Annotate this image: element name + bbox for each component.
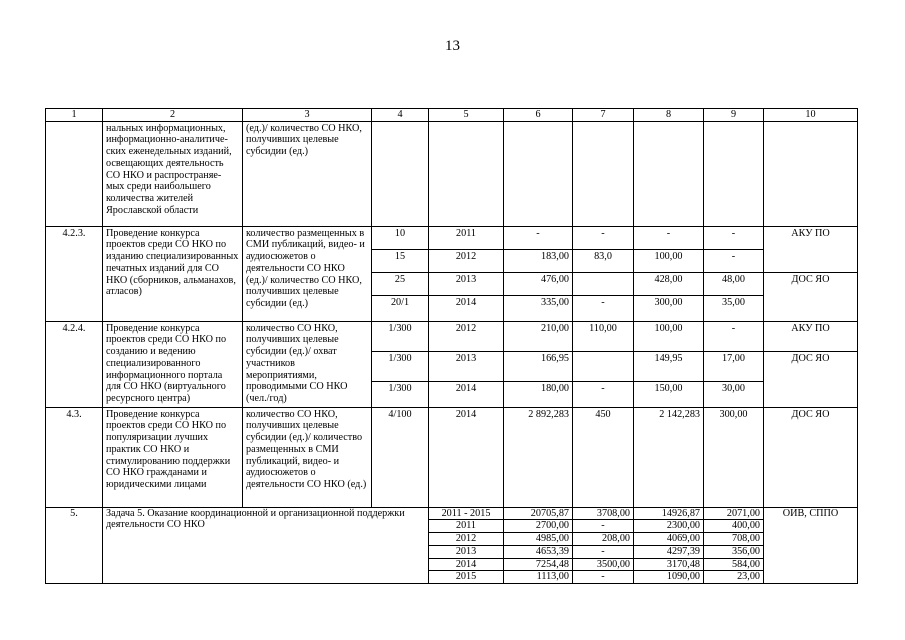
total-cell: - [504, 226, 573, 249]
federal-cell: - [573, 226, 634, 249]
header-cell: 5 [429, 109, 504, 122]
other-cell: 300,00 [704, 407, 764, 507]
federal-cell: - [573, 381, 634, 407]
federal-cell: 83,0 [573, 249, 634, 272]
total-cell: 4985,00 [504, 533, 573, 546]
year-cell: 2014 [429, 295, 504, 321]
indicator-cell: количество СО НКО, получивших целевые субсидии (ед.)/ охват участников мероприятиями, проводимыми СО НКО (чел./год) [243, 321, 372, 407]
target-value-cell: 15 [372, 249, 429, 272]
target-value-cell: 25 [372, 272, 429, 295]
year-cell: 2013 [429, 545, 504, 558]
header-cell: 4 [372, 109, 429, 122]
empty-cell [764, 121, 858, 226]
table-row [46, 407, 858, 507]
regional-cell: 14926,87 [634, 507, 704, 520]
other-cell: 48,00 [704, 272, 764, 295]
year-cell: 2011 [429, 226, 504, 249]
header-cell: 8 [634, 109, 704, 122]
regional-cell: 100,00 [634, 321, 704, 351]
year-cell: 2012 [429, 249, 504, 272]
regional-cell: 149,95 [634, 351, 704, 381]
program-table [45, 108, 858, 584]
empty-cell [372, 121, 429, 226]
year-cell: 2013 [429, 351, 504, 381]
other-cell: 30,00 [704, 381, 764, 407]
header-cell: 6 [504, 109, 573, 122]
year-cell: 2015 [429, 571, 504, 584]
regional-cell: 2 142,283 [634, 407, 704, 507]
total-cell: 183,00 [504, 249, 573, 272]
target-value-cell: 1/300 [372, 351, 429, 381]
federal-cell: 208,00 [573, 533, 634, 546]
empty-cell [429, 121, 504, 226]
regional-cell: 4297,39 [634, 545, 704, 558]
other-cell: - [704, 321, 764, 351]
other-cell: 2071,00 [704, 507, 764, 520]
regional-cell: - [634, 226, 704, 249]
year-cell: 2012 [429, 533, 504, 546]
total-cell: 1113,00 [504, 571, 573, 584]
task-name-cell: Задача 5. Оказание координационной и организационной поддержки деятельности СО НКО [103, 507, 429, 583]
header-cell: 10 [764, 109, 858, 122]
activity-name-cell: нальных информационных, информационно-аналитиче-ских еженедельных изданий, освещающих деятельность СО НКО и распространяе-мых среди наибольшего количества жителей Ярославской области [103, 121, 243, 226]
executor-cell: ДОС ЯО [764, 407, 858, 507]
target-value-cell: 10 [372, 226, 429, 249]
federal-cell: 450 [573, 407, 634, 507]
activity-name-cell: Проведение конкурса проектов среди СО НКО по созданию и ведению специализированного информационного портала для СО НКО (виртуального ресурсного центра) [103, 321, 243, 407]
executor-cell: ДОС ЯО [764, 272, 858, 321]
activity-name-cell: Проведение конкурса проектов среди СО НКО по изданию специализированных печатных изданий для СО НКО (сборников, альманахов, атласов) [103, 226, 243, 321]
year-cell: 2014 [429, 558, 504, 571]
indicator-cell: количество размещенных в СМИ публикаций, видео- и аудиосюжетов о деятельности СО НКО (ед.)/ количество СО НКО, получивших целевые субсидии (ед.) [243, 226, 372, 321]
total-cell: 4653,39 [504, 545, 573, 558]
regional-cell: 150,00 [634, 381, 704, 407]
row-number-cell: 5. [46, 507, 103, 583]
other-cell: 35,00 [704, 295, 764, 321]
total-cell: 7254,48 [504, 558, 573, 571]
year-cell: 2011 [429, 520, 504, 533]
total-cell: 335,00 [504, 295, 573, 321]
header-row [46, 109, 858, 122]
year-cell: 2011 - 2015 [429, 507, 504, 520]
executor-cell: АКУ ПО [764, 321, 858, 351]
empty-cell [634, 121, 704, 226]
federal-cell: 110,00 [573, 321, 634, 351]
target-value-cell: 4/100 [372, 407, 429, 507]
other-cell: 17,00 [704, 351, 764, 381]
regional-cell: 3170,48 [634, 558, 704, 571]
total-cell: 476,00 [504, 272, 573, 295]
header-cell: 9 [704, 109, 764, 122]
regional-cell: 100,00 [634, 249, 704, 272]
indicator-cell: (ед.)/ количество СО НКО, получивших целевые субсидии (ед.) [243, 121, 372, 226]
federal-cell: - [573, 520, 634, 533]
regional-cell: 2300,00 [634, 520, 704, 533]
other-cell: - [704, 249, 764, 272]
year-cell: 2013 [429, 272, 504, 295]
header-cell: 3 [243, 109, 372, 122]
target-value-cell: 1/300 [372, 381, 429, 407]
other-cell: 400,00 [704, 520, 764, 533]
row-number-cell: 4.2.4. [46, 321, 103, 407]
empty-cell [504, 121, 573, 226]
total-cell: 2 892,283 [504, 407, 573, 507]
federal-cell: - [573, 571, 634, 584]
row-number-cell: 4.3. [46, 407, 103, 507]
other-cell: 356,00 [704, 545, 764, 558]
total-cell: 210,00 [504, 321, 573, 351]
regional-cell: 300,00 [634, 295, 704, 321]
table-row [46, 321, 858, 351]
activity-name-cell: Проведение конкурса проектов среди СО НКО по популяризации лучших практик СО НКО и стимулированию поддержки СО НКО гражданами и юридическими лицами [103, 407, 243, 507]
federal-cell: - [573, 295, 634, 321]
regional-cell: 428,00 [634, 272, 704, 295]
target-value-cell: 20/1 [372, 295, 429, 321]
federal-cell [573, 272, 634, 295]
federal-cell: 3500,00 [573, 558, 634, 571]
year-cell: 2012 [429, 321, 504, 351]
header-cell: 2 [103, 109, 243, 122]
other-cell: 23,00 [704, 571, 764, 584]
total-cell: 166,95 [504, 351, 573, 381]
year-cell: 2014 [429, 407, 504, 507]
total-cell: 2700,00 [504, 520, 573, 533]
header-cell: 7 [573, 109, 634, 122]
other-cell: 708,00 [704, 533, 764, 546]
federal-cell: 3708,00 [573, 507, 634, 520]
executor-cell: ДОС ЯО [764, 351, 858, 407]
total-cell: 20705,87 [504, 507, 573, 520]
total-cell: 180,00 [504, 381, 573, 407]
header-cell: 1 [46, 109, 103, 122]
target-value-cell: 1/300 [372, 321, 429, 351]
page-number: 13 [445, 38, 460, 54]
regional-cell: 1090,00 [634, 571, 704, 584]
row-number-cell [46, 121, 103, 226]
year-cell: 2014 [429, 381, 504, 407]
table-row [46, 226, 858, 249]
empty-cell [704, 121, 764, 226]
other-cell: - [704, 226, 764, 249]
other-cell: 584,00 [704, 558, 764, 571]
executor-cell: ОИВ, СППО [764, 507, 858, 583]
federal-cell [573, 351, 634, 381]
indicator-cell: количество СО НКО, получивших целевые субсидии (ед.)/ количество размещенных в СМИ публикаций, видео- и аудиосюжетов о деятельности СО НКО (ед.) [243, 407, 372, 507]
regional-cell: 4069,00 [634, 533, 704, 546]
empty-cell [573, 121, 634, 226]
federal-cell: - [573, 545, 634, 558]
table-row [46, 507, 858, 520]
executor-cell: АКУ ПО [764, 226, 858, 272]
row-number-cell: 4.2.3. [46, 226, 103, 321]
table-row [46, 121, 858, 226]
